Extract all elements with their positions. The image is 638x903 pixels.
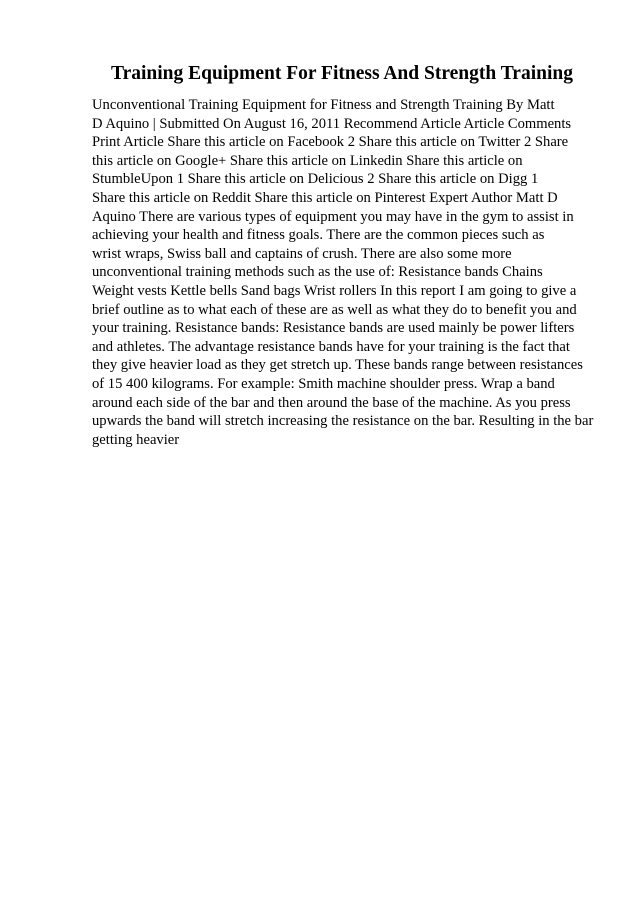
body-line: Print Article Share this article on Facebook 2 Share this article on Twitter 2 Share xyxy=(92,134,569,151)
body-line: Unconventional Training Equipment for Fitness and Strength Training By Matt xyxy=(92,97,555,113)
body-line: wrist wraps, Swiss ball and captains of crush. There are also some more xyxy=(92,245,512,262)
body-line: Aquino There are various types of equipment you may have in the gym to assist in xyxy=(92,208,574,225)
body-line: Weight vests Kettle bells Sand bags Wrist rollers In this report I am going to give a xyxy=(92,282,577,299)
body-line: this article on Google+ Share this article on Linkedin Share this article on xyxy=(92,152,523,169)
body-line: of 15 400 kilograms. For example: Smith machine shoulder press. Wrap a band xyxy=(92,375,555,392)
body-line: getting heavier xyxy=(92,431,180,448)
article-body xyxy=(92,96,602,449)
body-line: achieving your health and fitness goals. There are the common pieces such as xyxy=(92,227,545,244)
body-line: upwards the band will stretch increasing the resistance on the bar. Resulting in the bar xyxy=(92,413,594,430)
body-line: unconventional training methods such as the use of: Resistance bands Chains xyxy=(92,264,543,281)
page-title: Training Equipment For Fitness And Strength Training xyxy=(111,63,573,84)
body-line: Share this article on Reddit Share this article on Pinterest Expert Author Matt D xyxy=(92,189,558,206)
body-line: they give heavier load as they get stretch up. These bands range between resistances xyxy=(92,357,583,374)
body-line: your training. Resistance bands: Resistance bands are used mainly be power lifters xyxy=(92,320,575,337)
body-line: D Aquino | Submitted On August 16, 2011 Recommend Article Article Comments xyxy=(92,115,572,132)
body-line: around each side of the bar and then around the base of the machine. As you press xyxy=(92,394,571,411)
body-line: brief outline as to what each of these are as well as what they do to benefit you and xyxy=(92,301,577,318)
body-line: StumbleUpon 1 Share this article on Delicious 2 Share this article on Digg 1 xyxy=(92,171,539,188)
body-line: and athletes. The advantage resistance bands have for your training is the fact that xyxy=(92,338,570,355)
